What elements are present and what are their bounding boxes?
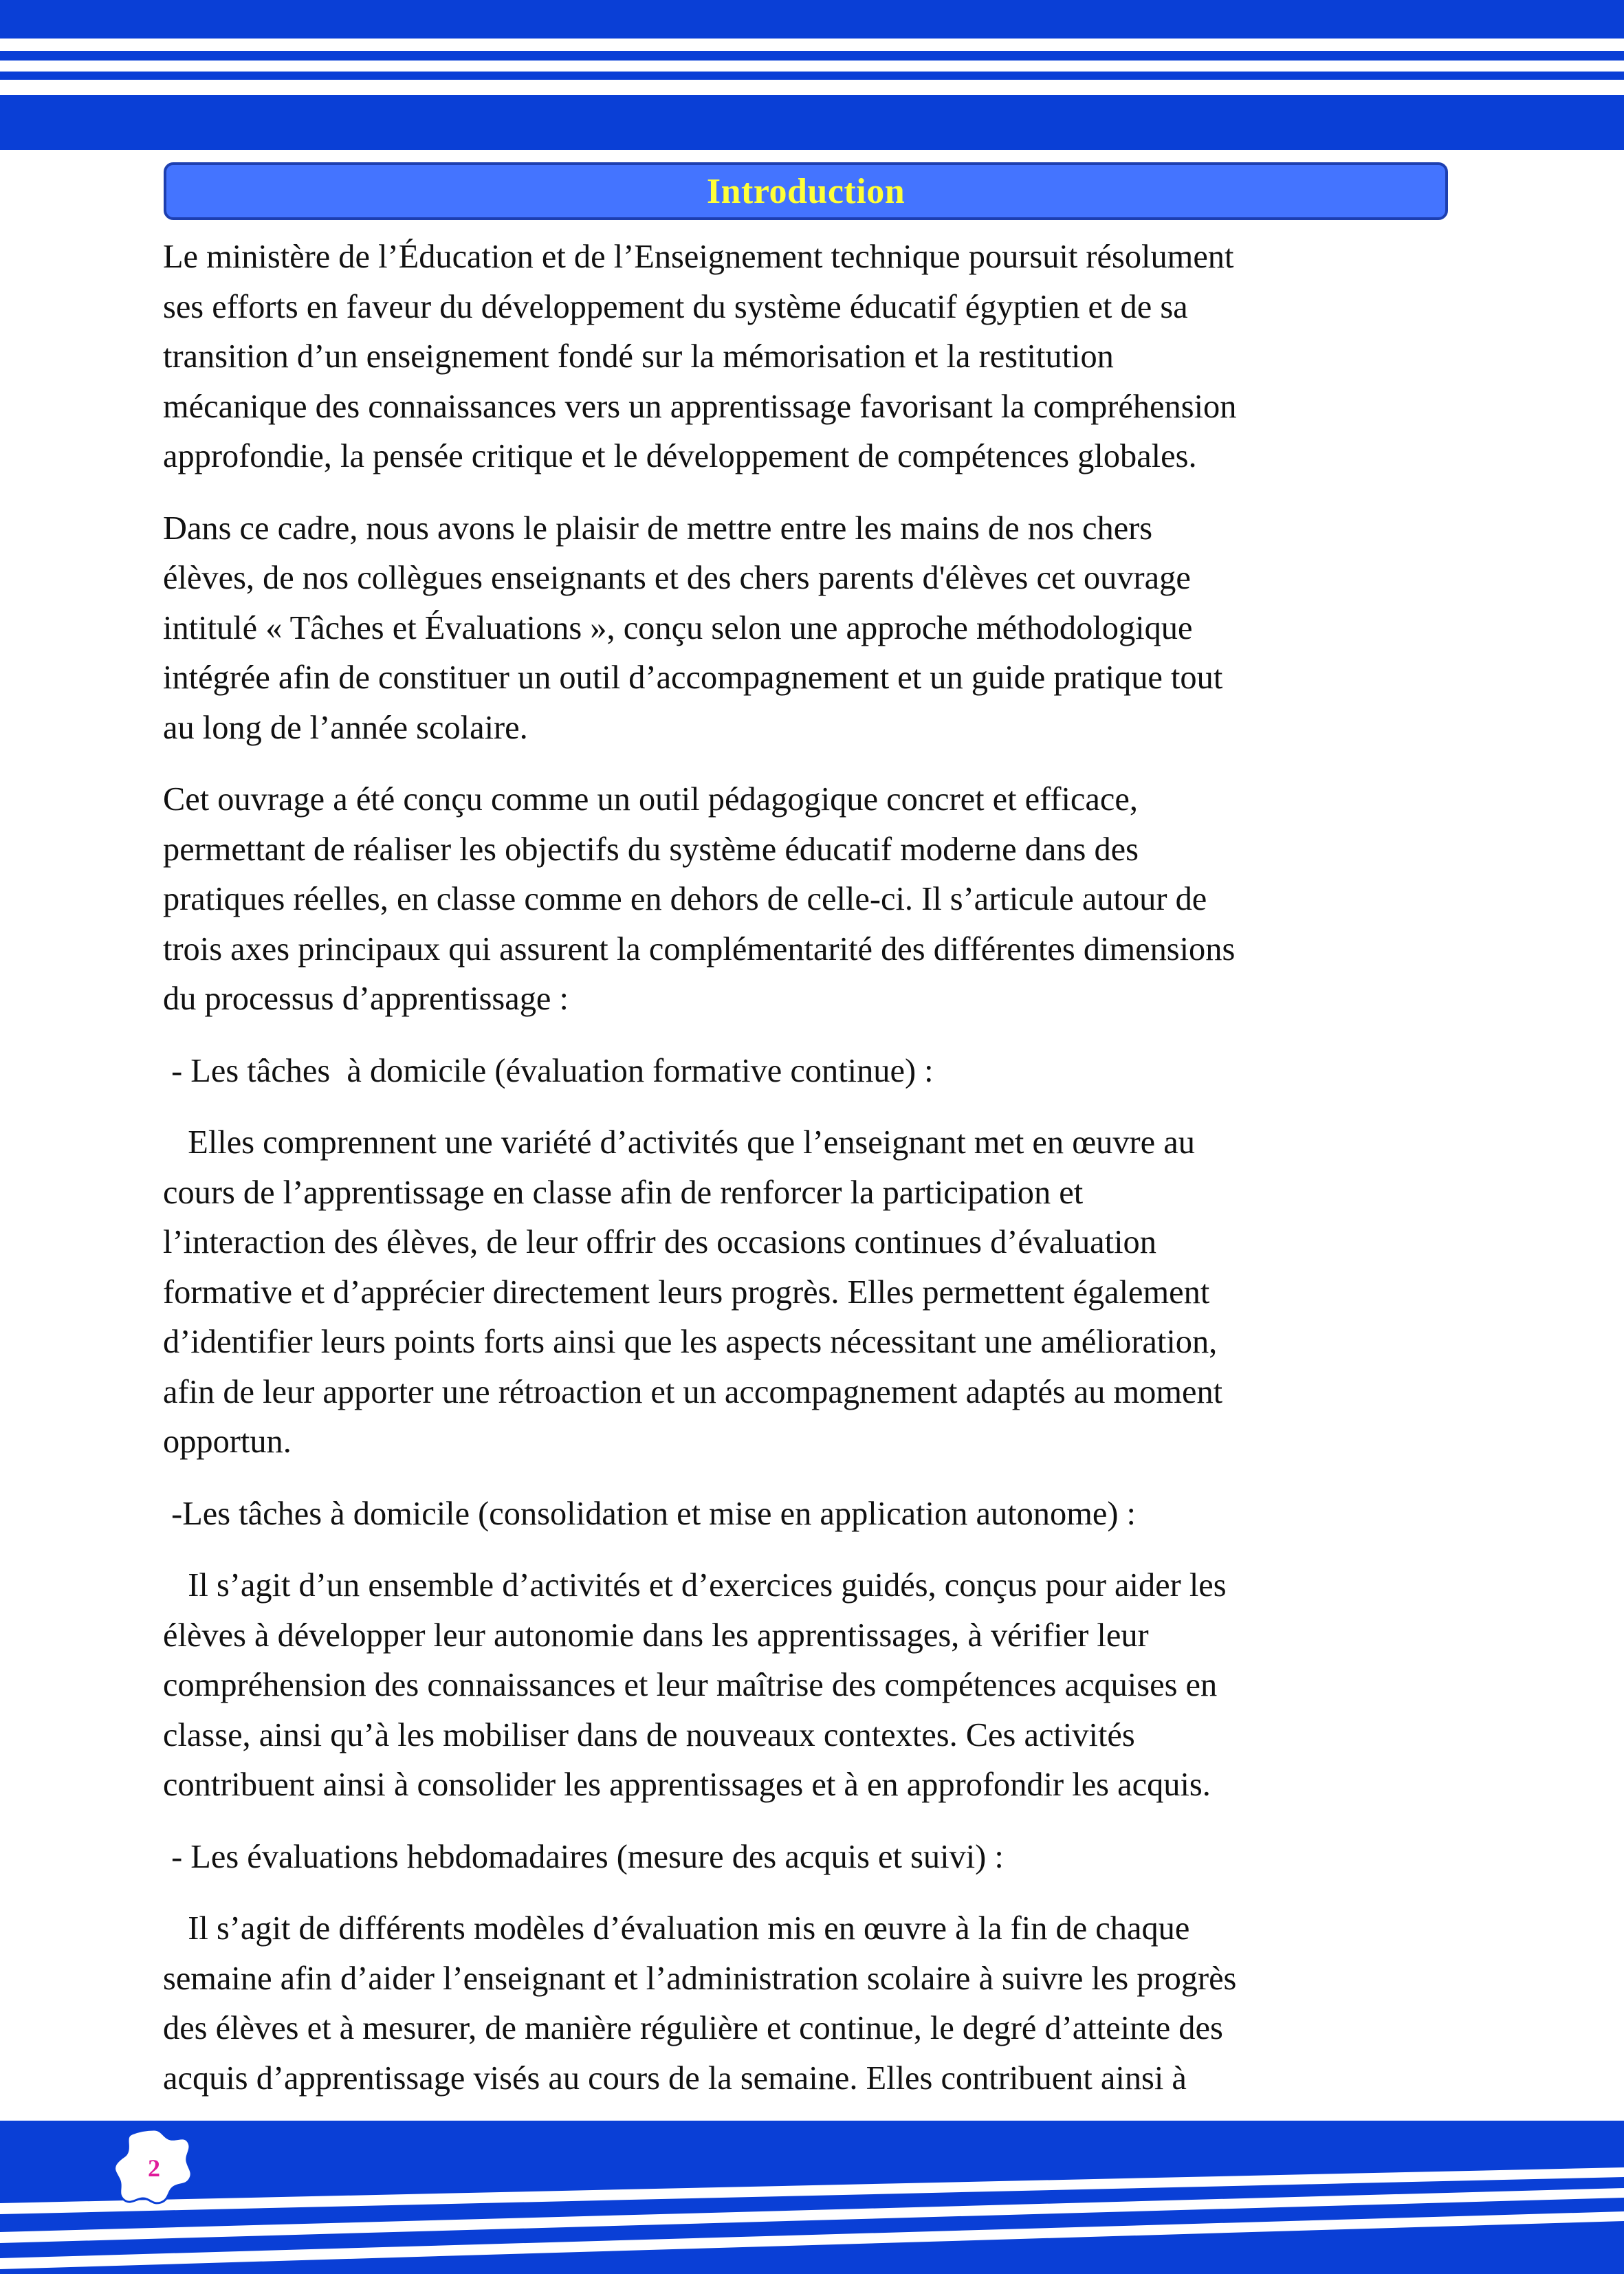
text-line: mécanique des connaissances vers un apprentissage favorisant la compréhension [163,388,1237,425]
text-line: permettant de réaliser les objectifs du système éducatif moderne dans des [163,831,1139,868]
text-line: contribuent ainsi à consolider les apprentissages et à en approfondir les acquis. [163,1767,1211,1803]
bullet-text: -Les tâches à domicile (consolidation et mise en application autonome) : [163,1495,1136,1532]
section-header [164,162,1448,220]
bullet-text: - Les tâches à domicile (évaluation formative continue) : [163,1052,934,1089]
text-line: ses efforts en faveur du développement du système éducatif égyptien et de sa [163,288,1188,325]
paragraph-2 [163,504,1462,754]
bullet-heading-3 [163,1833,1462,1883]
text-line: transition d’un enseignement fondé sur la mémorisation et la restitution [163,338,1114,375]
text-line: élèves à développer leur autonomie dans les apprentissages, à vérifier leur [163,1617,1149,1654]
paragraph-1 [163,232,1462,482]
top-band-2 [0,51,1624,61]
page-body [163,232,1462,2125]
bullet-heading-2 [163,1489,1462,1540]
text-line: approfondie, la pensée critique et le développement de compétences globales. [163,438,1197,474]
paragraph-6 [163,1904,1462,2103]
paragraph-5 [163,1561,1462,1811]
text-line: pratiques réelles, en classe comme en dehors de celle-ci. Il s’articule autour de [163,881,1207,917]
text-line: au long de l’année scolaire. [163,709,528,746]
text-line: élèves, de nos collègues enseignants et des chers parents d'élèves cet ouvrage [163,560,1191,596]
paragraph-4 [163,1118,1462,1467]
text-line: Il s’agit d’un ensemble d’activités et d’exercices guidés, conçus pour aider les [163,1567,1227,1604]
text-line: intégrée afin de constituer un outil d’accompagnement et un guide pratique tout [163,659,1223,696]
text-line: opportun. [163,1423,292,1460]
text-line: formative et d’apprécier directement leurs progrès. Elles permettent également [163,1273,1210,1311]
text-line: trois axes principaux qui assurent la complémentarité des différentes dimensions [163,930,1236,967]
top-band-1 [0,0,1624,39]
bullet-text: - Les évaluations hebdomadaires (mesure des acquis et suivi) : [163,1838,1004,1875]
text-line: du processus d’apprentissage : [163,981,569,1017]
page-number-badge [113,2127,195,2209]
top-band-4 [0,95,1624,150]
paragraph-3 [163,775,1462,1025]
top-banner [0,0,1624,150]
text-line: acquis d’apprentissage visés au cours de la semaine. Elles contribuent ainsi à [163,2059,1187,2097]
text-line: cours de l’apprentissage en classe afin de renforcer la participation et [163,1174,1084,1211]
text-line: semaine afin d’aider l’enseignant et l’administration scolaire à suivre les progrès [163,1960,1237,1997]
text-line: intitulé « Tâches et Évaluations », conçu selon une approche méthodologique [163,609,1193,646]
text-line: Il s’agit de différents modèles d’évaluation mis en œuvre à la fin de chaque [163,1910,1190,1947]
text-line: des élèves et à mesurer, de manière régulière et continue, le degré d’atteinte des [163,2010,1223,2046]
bottom-banner-graphic [0,2111,1624,2274]
section-title: Introduction [706,171,906,211]
text-line: classe, ainsi qu’à les mobiliser dans de nouveaux contextes. Ces activités [163,1716,1135,1753]
text-line: Le ministère de l’Éducation et de l’Enseignement technique poursuit résolument [163,239,1234,275]
bullet-heading-1 [163,1047,1462,1097]
text-line: compréhension des connaissances et leur maîtrise des compétences acquises en [163,1667,1218,1703]
text-line: Cet ouvrage a été conçu comme un outil pédagogique concret et efficace, [163,781,1138,818]
text-line: l’interaction des élèves, de leur offrir des occasions continues d’évaluation [163,1224,1156,1260]
top-band-3 [0,72,1624,80]
text-line: Dans ce cadre, nous avons le plaisir de mettre entre les mains de nos chers [163,510,1153,547]
bottom-banner [0,2111,1624,2274]
text-line: Elles comprennent une variété d’activités que l’enseignant met en œuvre au [163,1124,1195,1161]
page-number: 2 [148,2154,160,2182]
text-line: afin de leur apporter une rétroaction et un accompagnement adaptés au moment [163,1373,1223,1410]
text-line: d’identifier leurs points forts ainsi que les aspects nécessitant une amélioration, [163,1324,1218,1360]
